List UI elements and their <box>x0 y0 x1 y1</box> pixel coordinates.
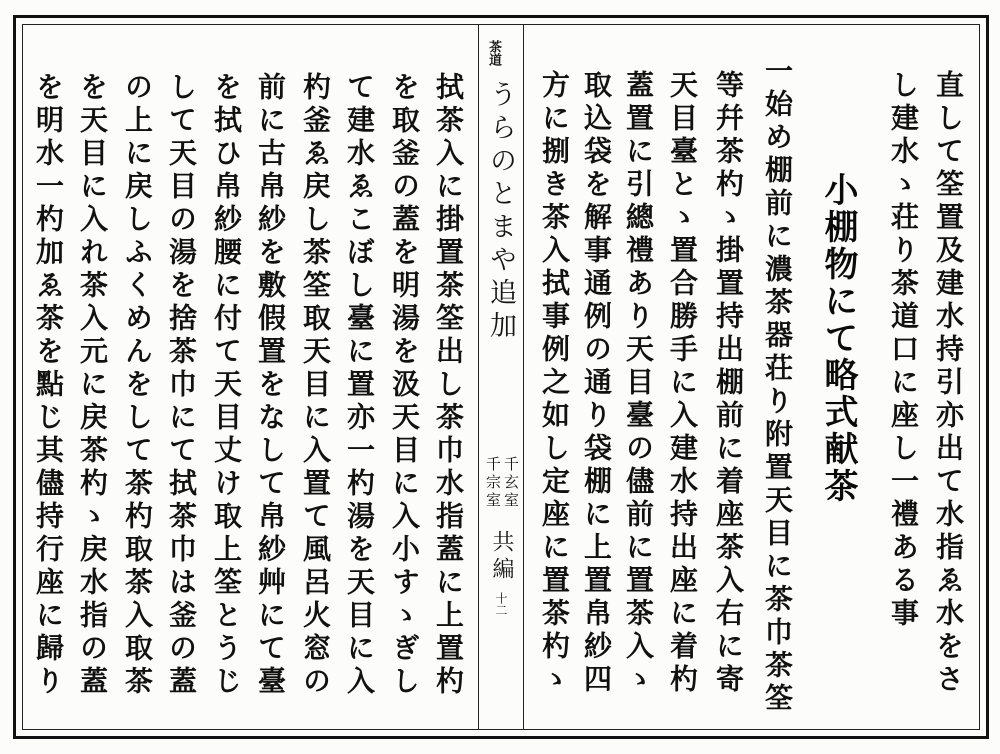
text-column: 取込袋を解事通例の通り袋棚に上置帛紗四 <box>580 70 613 697</box>
category-label: 茶道 <box>486 40 501 66</box>
editor-name: 千宗室 <box>484 456 502 510</box>
editor-name: 千玄室 <box>502 456 520 510</box>
text-column: を取釜の蓋を明湯を汲天目に入小すゝぎし <box>388 72 421 699</box>
text-column: 拭茶入に掛置茶筌出し茶巾水指蓋に上置杓 <box>432 72 465 699</box>
text-column: 天目臺とゝ置合勝手に入建水持出座に着杓 <box>666 70 699 697</box>
page-number: 十二 <box>494 592 508 616</box>
text-column: 直して筌置及建水持引亦出て水指ゑ水をさ <box>932 70 965 697</box>
text-column: 一始め棚前に濃茶器荘り附置天目に茶巾茶筌 <box>761 56 794 716</box>
text-column: て建水ゑこぼし臺に置亦一杓湯を天目に入 <box>343 72 376 699</box>
text-column: 等幷茶杓ゝ掛置持出棚前に着座茶入右に寄 <box>712 70 745 697</box>
text-column: 杓釜ゑ戻し茶筌取天目に入置て風呂火窓の <box>299 72 332 699</box>
spine-divider-left <box>478 24 479 730</box>
text-column: して天目の湯を捨茶巾にて拭茶巾は釜の蓋 <box>165 72 198 699</box>
text-column: 蓋置に引總禮あり天目臺の儘前に置茶入ゝ <box>622 70 655 697</box>
edited-together-label: 共編 <box>489 530 514 584</box>
text-column: を天目に入れ茶入元に戻茶杓ゝ戻水指の蓋 <box>76 72 109 699</box>
text-column: の上に戻しふくめんをして茶杓取茶入取茶 <box>121 72 154 699</box>
book-title: うらのとまや追加 <box>485 80 516 344</box>
text-column: を明水一杓加ゑ茶を點じ其儘持行座に歸り <box>32 72 65 699</box>
text-column: 方に捌き茶入拭事例之如し定座に置茶杓ゝ <box>538 70 571 697</box>
text-column: し建水ゝ荘り茶道口に座し一禮ある事 <box>887 70 920 631</box>
spine-divider-right <box>523 24 524 730</box>
text-column: 前に古帛紗を敷假置をなして帛紗艸にて臺 <box>254 72 287 699</box>
text-column: を拭ひ帛紗腰に付て天目丈け取上筌とうじ <box>210 72 243 699</box>
section-title: 小棚物にて略式献茶 <box>818 172 858 505</box>
